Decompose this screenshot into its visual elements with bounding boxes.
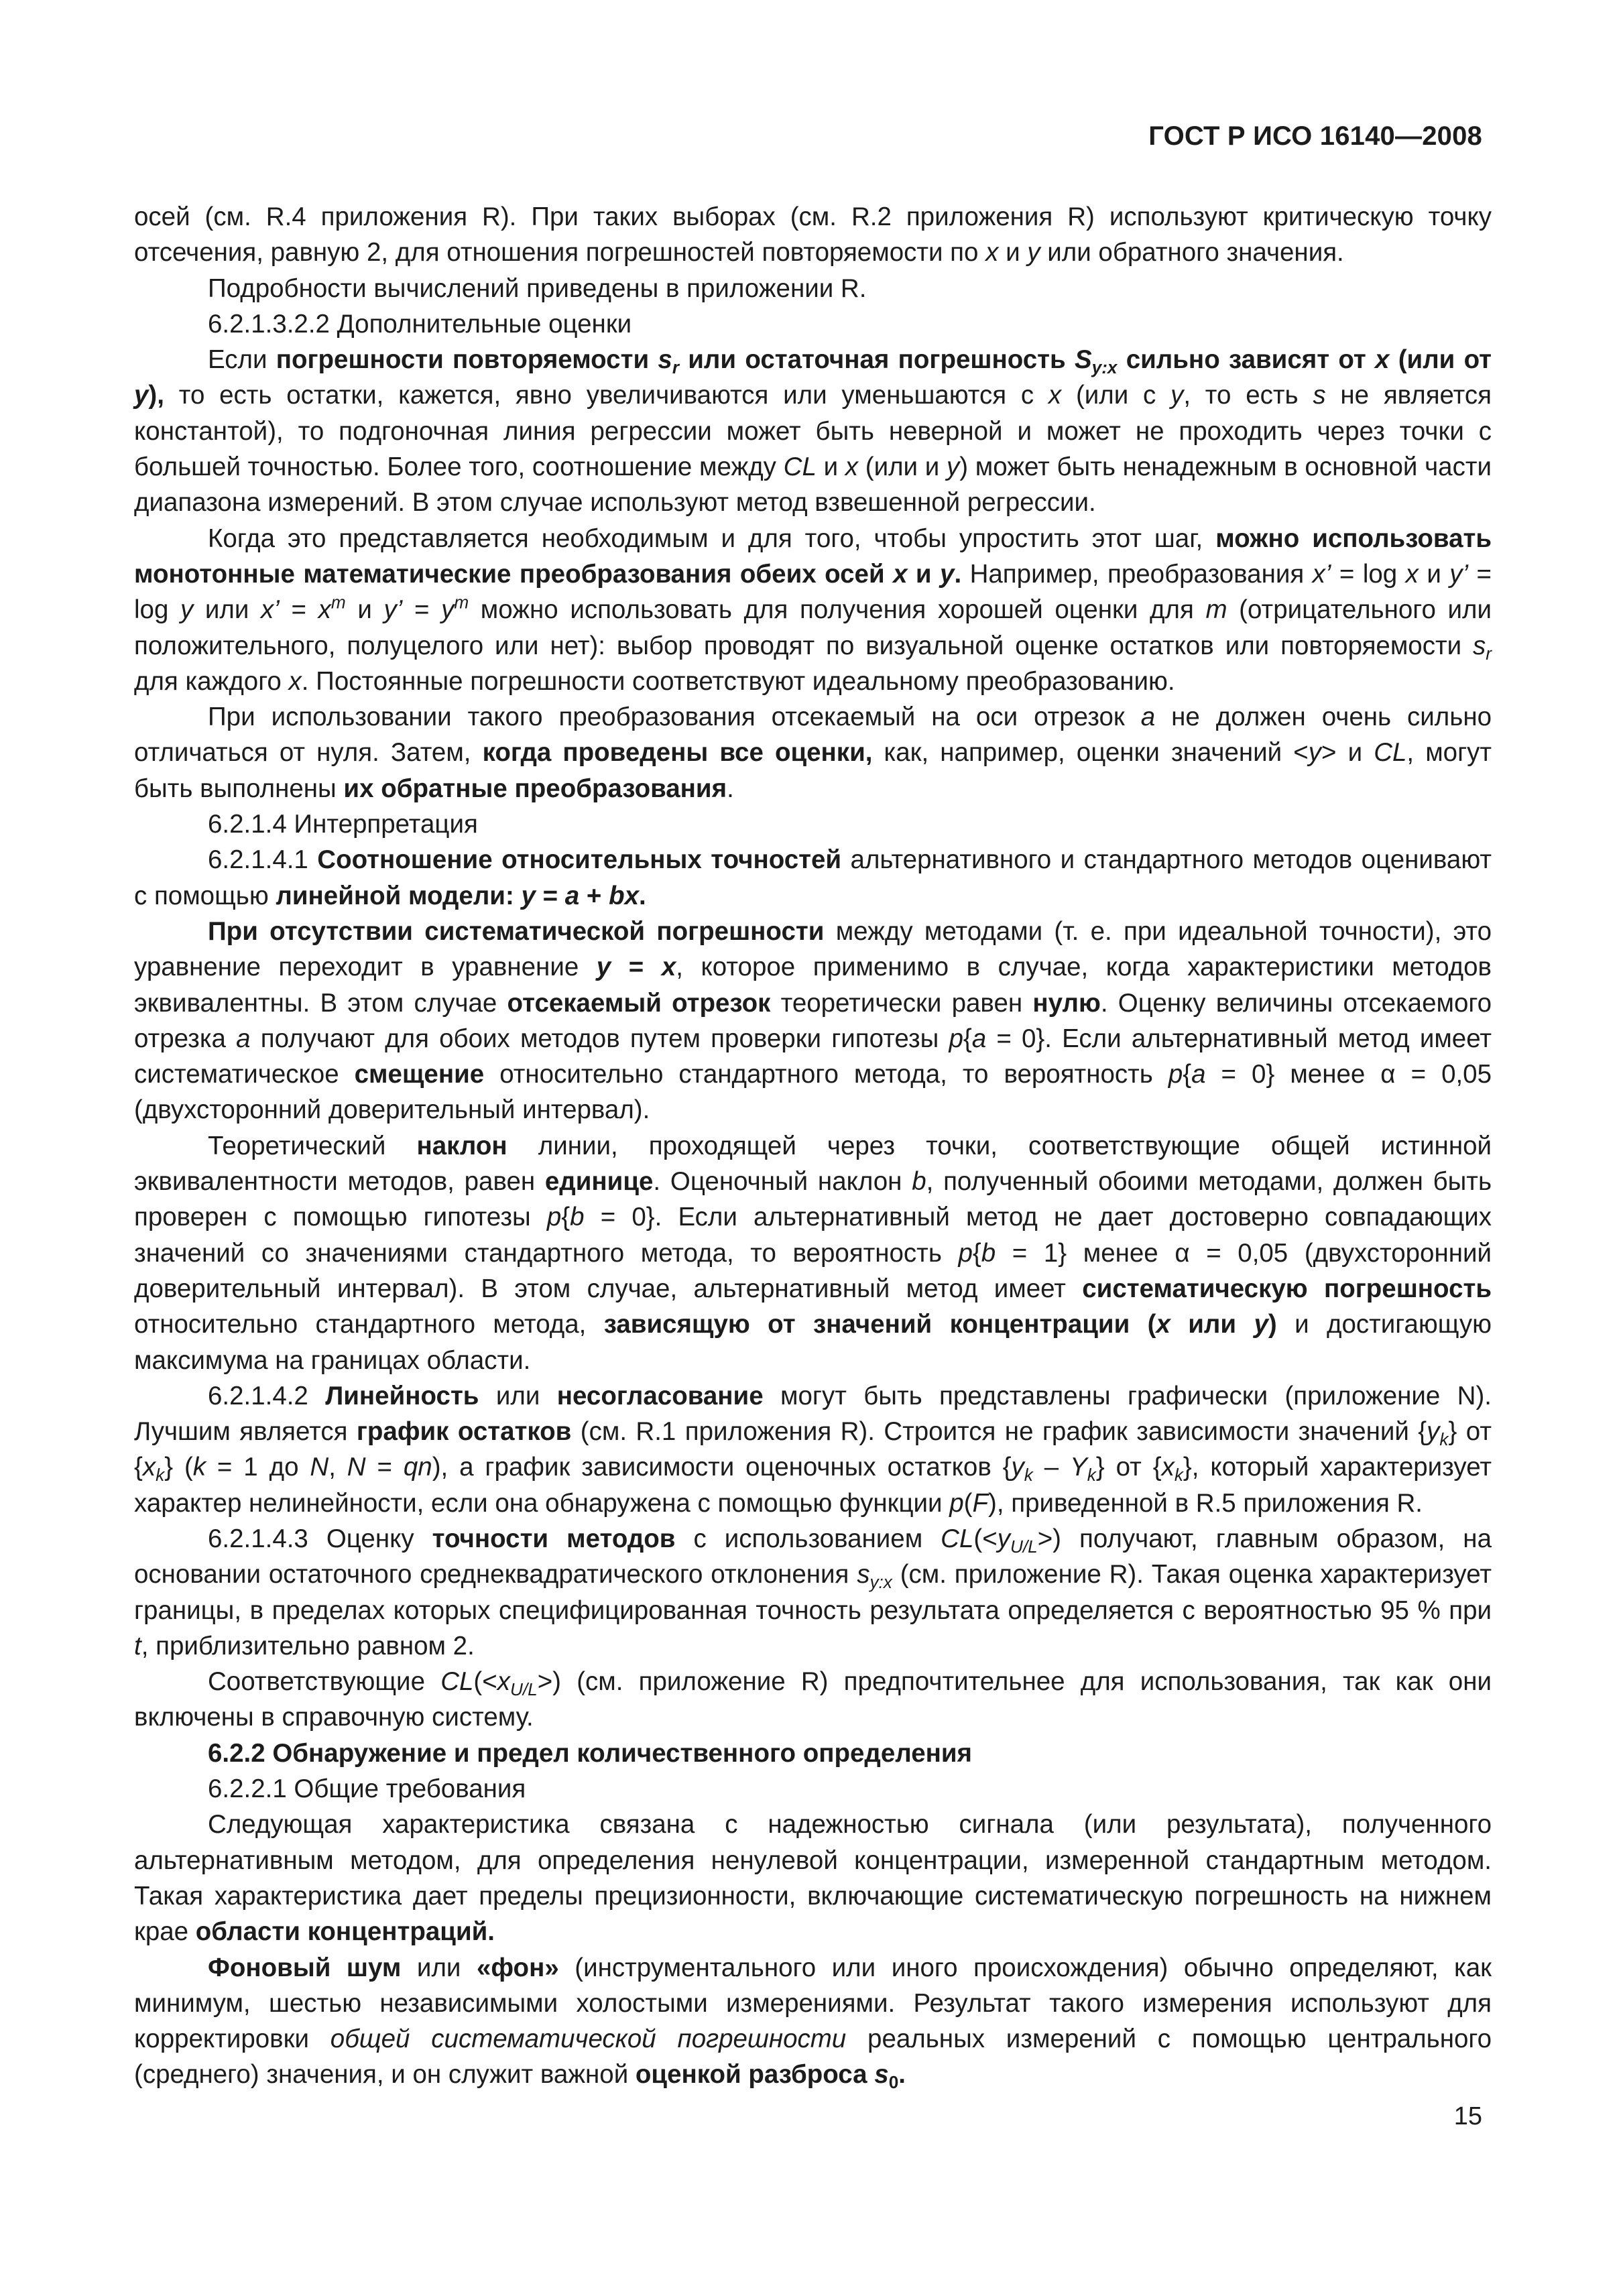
paragraph: Если погрешности повторяемости $s_r$ или остаточная погрешность $S_{y:x}$ сильно зависят от x (или от y), то есть остатки, кажется, явно увеличиваются или уменьшаются с x (или с y, то есть s не является константой), то подгоночная линия регрессии может быть неверной и может не проходить через точки с большей точностью. Более того, соотношение между CL и x (или и y) может быть ненадежным в основной части диапазона измерений. В этом случае используют метод взвешенной регрессии. xyxy=(134,345,1492,518)
paragraph: 6.2.1.4.3 Оценку точности методов с использованием $CL(<y_{U/L}>)$ получают, главным образом, на основании остаточного среднеквадратического отклонения $s_{y:x}$ (см. приложение R). Такая оценка характеризует границы, в пределах которых специфицированная точность результата определяется с вероятностью 95 % при t, приблизительно равном 2. xyxy=(134,1524,1492,1660)
section-heading: 6.2.2.1 Общие требования xyxy=(208,1774,526,1804)
paragraph: При отсутствии систематической погрешности между методами (т. е. при идеальной точности), это уравнение переходит в уравнение y = x, которое применимо в случае, когда характеристики методов эквивалентны. В этом случае отсекаемый отрезок теоретически равен нулю. Оценку величины отсекаемого отрезка a получают для обоих методов путем проверки гипотезы p{a = 0}. Если альтернативный метод имеет систематическое смещение относительно стандартного метода, то вероятность p{a = 0} менее α = 0,05 (двухсторонний доверительный интервал). xyxy=(134,916,1492,1125)
document-header: ГОСТ Р ИСО 16140—2008 xyxy=(1148,121,1482,151)
paragraph: 6.2.1.4.1 Соотношение относительных точностей альтернативного и стандартного методов оценивают с помощью линейной модели: y = a + bx. xyxy=(134,845,1492,910)
paragraph: Следующая характеристика связана с надежностью сигнала (или результата), полученного альтернативным методом, для определения ненулевой концентрации, измеренной стандартным методом. Такая характеристика дает пределы прецизионности, включающие систематическую погрешность на нижнем крае области концентраций. xyxy=(134,1810,1492,1947)
paragraph: При использовании такого преобразования отсекаемый на оси отрезок a не должен очень сильно отличаться от нуля. Затем, когда проведены все оценки, как, например, оценки значений <y> и CL, могут быть выполнены их обратные преобразования. xyxy=(134,703,1492,803)
paragraph: Соответствующие $CL(<x_{U/L}>)$ (см. приложение R) предпочтительнее для использования, так как они включены в справочную систему. xyxy=(134,1667,1492,1732)
document-body xyxy=(134,199,1492,2093)
paragraph: осей (см. R.4 приложения R). При таких выборах (см. R.2 приложения R) используют критическую точку отсечения, равную 2, для отношения погрешностей повторяемости по x и y или обратного значения. xyxy=(134,202,1492,267)
paragraph: Подробности вычислений приведены в приложении R. xyxy=(208,274,867,303)
paragraph: Теоретический наклон линии, проходящей через точки, соответствующие общей истинной эквивалентности методов, равен единице. Оценочный наклон b, полученный обоими методами, должен быть проверен с помощью гипотезы p{b = 0}. Если альтернативный метод не дает достоверно совпадающих значений со значениями стандартного метода, то вероятность p{b = 1} менее α = 0,05 (двухсторонний доверительный интервал). В этом случае, альтернативный метод имеет систематическую погрешность относительно стандартного метода, зависящую от значений концентрации (x или y) и достигающую максимума на границах области. xyxy=(134,1131,1492,1375)
paragraph: Когда это представляется необходимым и для того, чтобы упростить этот шаг, можно использовать монотонные математические преобразования обеих осей x и y. Например, преобразования x’ = log x и y’ = log y или x’ = $x^m$ и y’ = $y^m$ можно использовать для получения хорошей оценки для m (отрицательного или положительного, полуцелого или нет): выбор проводят по визуальной оценке остатков или повторяемости $s_r$ для каждого x. Постоянные погрешности соответствуют идеальному преобразованию. xyxy=(134,524,1492,696)
section-heading: 6.2.1.4 Интерпретация xyxy=(208,810,478,839)
section-heading: 6.2.2 Обнаружение и предел количественного определения xyxy=(208,1738,972,1768)
paragraph: Фоновый шум или «фон» (инструментального или иного происхождения) обычно определяют, как минимум, шестью независимыми холостыми измерениями. Результат такого измерения используют для корректировки общей систематической погрешности реальных измерений с помощью центрального (среднего) значения, и он служит важной оценкой разброса $s_0$. xyxy=(134,1953,1492,2093)
section-heading: 6.2.1.3.2.2 Дополнительные оценки xyxy=(208,309,632,339)
page-number: 15 xyxy=(1453,2102,1482,2130)
paragraph: 6.2.1.4.2 Линейность или несогласование могут быть представлены графически (приложение N). Лучшим является график остатков (см. R.1 приложения R). Строится не график зависимости значений $\{y_k\}$ от $\{x_k\} (k = 1$ до N, N = qn), а график зависимости оценочных остатков $\{y_k - Y_k\}$ от $\{x_k\}$, который характеризует характер нелинейности, если она обнаружена с помощью функции p(F), приведенной в R.5 приложения R. xyxy=(134,1381,1492,1518)
